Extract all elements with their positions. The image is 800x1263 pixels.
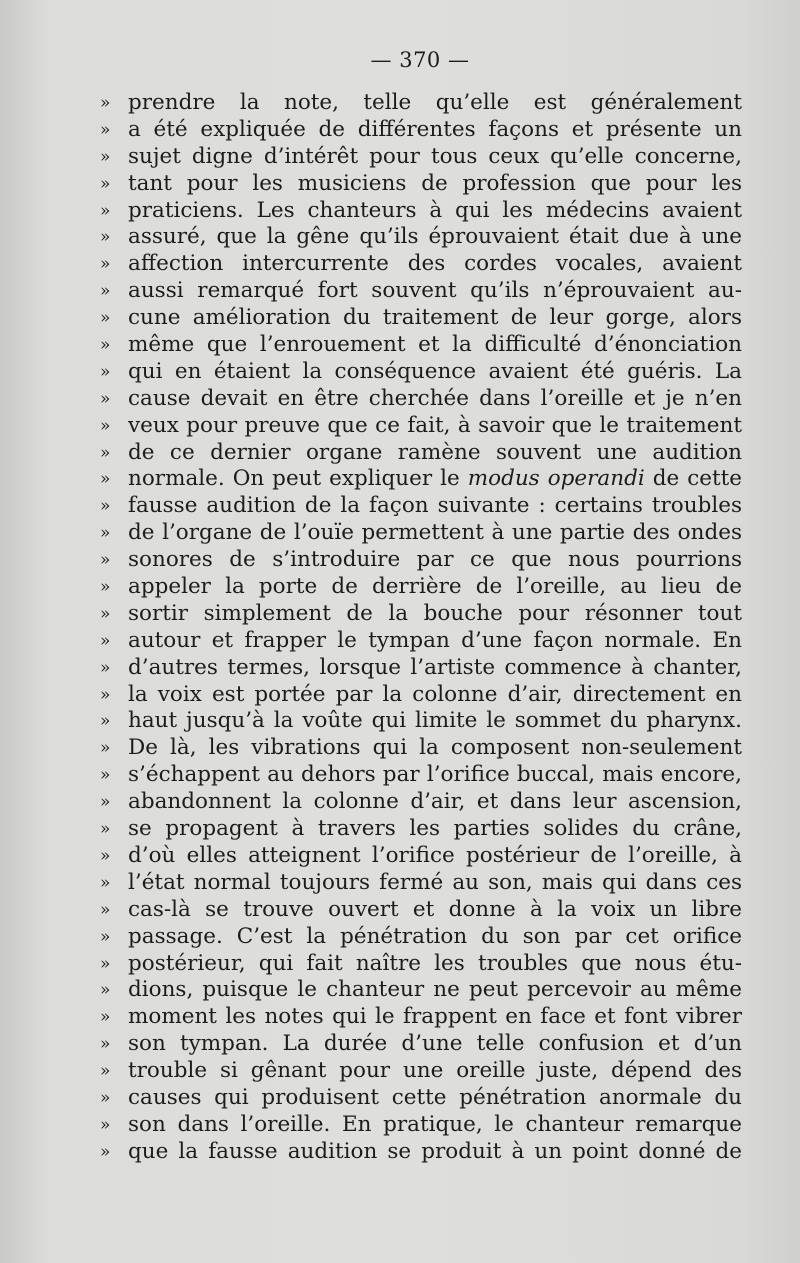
text-line <box>100 547 742 574</box>
quote-mark: » <box>100 281 111 302</box>
quote-mark: » <box>100 119 111 140</box>
text-line <box>100 144 742 171</box>
quote-mark: » <box>100 684 111 705</box>
quote-mark: » <box>100 657 111 678</box>
text-line <box>100 789 742 816</box>
text-line <box>100 951 742 978</box>
text-line <box>100 1112 742 1139</box>
text-line <box>100 251 742 278</box>
quote-mark: » <box>100 254 111 275</box>
line-text: d’autres termes, lorsque l’artiste commence à chanter, <box>128 654 742 680</box>
text-line <box>100 1139 742 1166</box>
quote-mark: » <box>100 872 111 893</box>
line-text: moment les notes qui le frappent en face et font vibrer <box>128 1004 742 1030</box>
line-text: tant pour les musiciens de profession que pour les <box>128 170 742 196</box>
text-line <box>100 1058 742 1085</box>
quote-mark: » <box>100 845 111 866</box>
text-line <box>100 359 742 386</box>
quote-mark: » <box>100 496 111 517</box>
text-line <box>100 171 742 198</box>
quote-mark: » <box>100 523 111 544</box>
quote-mark: » <box>100 173 111 194</box>
quote-mark: » <box>100 415 111 436</box>
text-line <box>100 1031 742 1058</box>
quote-mark: » <box>100 630 111 651</box>
line-text: même que l’enrouement et la difficulté d’énonciation <box>128 332 742 358</box>
text-line <box>100 198 742 225</box>
text-line <box>100 843 742 870</box>
text-line <box>100 493 742 520</box>
quote-mark: » <box>100 1034 111 1055</box>
quote-mark: » <box>100 926 111 947</box>
line-text: de ce dernier organe ramène souvent une audition <box>128 439 742 465</box>
line-text: d’où elles atteignent l’orifice postérieur de l’oreille, à <box>128 842 742 868</box>
line-text: postérieur, qui fait naître les troubles que nous étu- <box>128 950 742 976</box>
quote-mark: » <box>100 1141 111 1162</box>
quote-mark: » <box>100 765 111 786</box>
text-line <box>100 440 742 467</box>
quote-mark: » <box>100 146 111 167</box>
line-text: l’état normal toujours fermé au son, mais qui dans ces <box>128 869 742 895</box>
line-text: aussi remarqué fort souvent qu’ils n’éprouvaient au- <box>128 278 742 304</box>
line-text: la voix est portée par la colonne d’air, directement en <box>128 681 742 707</box>
line-text: fausse audition de la façon suivante : certains troubles <box>128 493 742 519</box>
text-line <box>100 1085 742 1112</box>
line-text: De là, les vibrations qui la composent non-seulement <box>128 735 742 761</box>
line-text: a été expliquée de différentes façons et présente un <box>128 116 742 142</box>
line-text: de l’organe de l’ouïe permettent à une partie des ondes <box>128 520 742 546</box>
quote-mark: » <box>100 200 111 221</box>
text-line <box>100 278 742 305</box>
quote-mark: » <box>100 711 111 732</box>
quote-mark: » <box>100 388 111 409</box>
text-line <box>100 305 742 332</box>
line-text: prendre la note, telle qu’elle est généralement <box>128 90 742 115</box>
line-text: dions, puisque le chanteur ne peut percevoir au même <box>128 977 742 1003</box>
line-text: affection intercurrente des cordes vocales, avaient <box>128 251 742 277</box>
text-line <box>100 117 742 144</box>
text-line <box>100 870 742 897</box>
line-text: autour et frapper le tympan d’une façon normale. En <box>128 627 742 653</box>
line-text: causes qui produisent cette pénétration anormale du <box>128 1084 742 1110</box>
quote-mark: » <box>100 953 111 974</box>
text-line <box>100 897 742 924</box>
line-text: sujet digne d’intérêt pour tous ceux qu’elle concerne, <box>128 143 742 169</box>
quote-mark: » <box>100 550 111 571</box>
text-line <box>100 413 742 440</box>
line-text: veux pour preuve que ce fait, à savoir que le traitement <box>128 412 742 438</box>
quote-mark: » <box>100 442 111 463</box>
line-text: sortir simplement de la bouche pour résonner tout <box>128 600 742 626</box>
line-text: se propagent à travers les parties solides du crâne, <box>128 816 742 842</box>
quote-mark: » <box>100 469 111 490</box>
quote-mark: » <box>100 1007 111 1028</box>
page-number: — 370 — <box>370 48 470 72</box>
text-line <box>100 628 742 655</box>
text-line <box>100 90 742 117</box>
quote-mark: » <box>100 308 111 329</box>
text-line <box>100 466 742 493</box>
quote-mark: » <box>100 603 111 624</box>
line-text: cune amélioration du traitement de leur gorge, alors <box>128 305 742 331</box>
text-line <box>100 735 742 762</box>
line-text: qui en étaient la conséquence avaient été guéris. La <box>128 358 742 384</box>
quote-mark: » <box>100 980 111 1001</box>
line-text: assuré, que la gêne qu’ils éprouvaient était due à une <box>128 224 742 250</box>
quote-mark: » <box>100 335 111 356</box>
line-text: son dans l’oreille. En pratique, le chanteur remarque <box>128 1111 742 1137</box>
line-text: appeler la porte de derrière de l’oreille, au lieu de <box>128 574 742 600</box>
quote-mark: » <box>100 1087 111 1108</box>
text-line <box>100 332 742 359</box>
quote-mark: » <box>100 93 111 113</box>
line-text: abandonnent la colonne d’air, et dans leur ascension, <box>128 789 742 815</box>
line-text: trouble si gênant pour une oreille juste, dépend des <box>128 1058 742 1084</box>
line-text: s’échappent au dehors par l’orifice buccal, mais encore, <box>128 762 742 788</box>
text-line <box>100 520 742 547</box>
italic-phrase: modus operandi <box>467 466 645 492</box>
text-line <box>100 977 742 1004</box>
text-line <box>100 601 742 628</box>
line-text: haut jusqu’à la voûte qui limite le sommet du pharynx. <box>128 708 742 734</box>
quote-mark: » <box>100 899 111 920</box>
text-line <box>100 574 742 601</box>
quote-mark: » <box>100 577 111 598</box>
line-text: cause devait en être cherchée dans l’oreille et je n’en <box>128 385 742 411</box>
quote-mark: » <box>100 1061 111 1082</box>
quote-mark: » <box>100 792 111 813</box>
text-line <box>100 224 742 251</box>
body-text <box>100 90 742 1166</box>
text-line <box>100 386 742 413</box>
line-text: sonores de s’introduire par ce que nous pourrions <box>128 547 742 573</box>
text-line <box>100 682 742 709</box>
quote-mark: » <box>100 819 111 840</box>
line-text: son tympan. La durée d’une telle confusion et d’un <box>128 1031 742 1057</box>
line-text: passage. C’est la pénétration du son par cet orifice <box>128 923 742 949</box>
quote-mark: » <box>100 227 111 248</box>
text-line <box>100 762 742 789</box>
text-line <box>100 655 742 682</box>
text-line <box>100 816 742 843</box>
quote-mark: » <box>100 738 111 759</box>
line-text: cas-là se trouve ouvert et donne à la voix un libre <box>128 896 742 922</box>
line-text: que la fausse audition se produit à un point donné de <box>128 1138 742 1164</box>
text-line <box>100 1004 742 1031</box>
quote-mark: » <box>100 361 111 382</box>
text-line <box>100 708 742 735</box>
line-text: praticiens. Les chanteurs à qui les médecins avaient <box>128 197 742 223</box>
text-line <box>100 924 742 951</box>
quote-mark: » <box>100 1114 111 1135</box>
line-text: normale. On peut expliquer le modus operandi de cette <box>128 466 742 492</box>
